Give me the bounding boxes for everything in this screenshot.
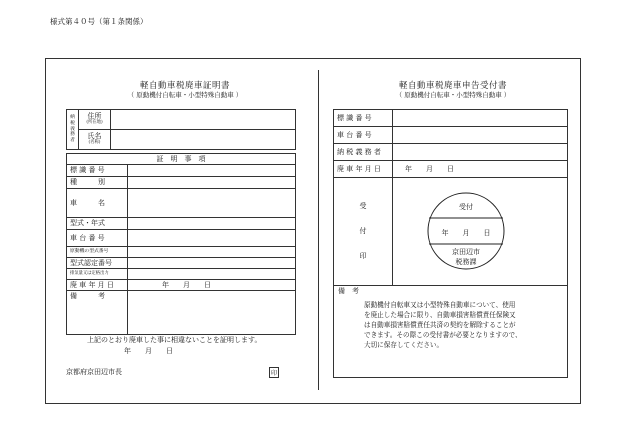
name-label: 氏名 [87,132,102,141]
row-label: 原動機の型式番号 [67,247,128,258]
certificate-subtitle: （ 原動機付自転車・小型特殊自動車 ） [127,91,243,99]
receipt-char: 受 [359,202,367,210]
name-value[interactable] [111,130,296,150]
address-label-cell [79,110,111,130]
row-label: 車 台 番 号 [334,127,393,144]
row-label: 廃 車 年 月 日 [334,161,393,178]
issuer-name: 京都府京田辺市長 [66,368,122,376]
row-label: 標 識 番 号 [67,165,128,177]
row-value[interactable] [128,291,296,335]
remarks-line: 原動機付自転車又は小型特殊自動車について、使用 [364,301,516,309]
row-value[interactable] [128,269,296,280]
row-label: 種 別 [67,177,128,189]
row-label: 車 台 番 号 [67,230,128,247]
remarks-label: 備 考 [338,287,359,295]
taxpayer-side-cell [67,110,79,150]
stamp-office-line1: 京田辺市 [452,247,480,256]
remarks-cell [334,286,568,378]
receipt-char: 印 [359,252,367,260]
certificate-items-table [66,153,296,335]
stamp-date-text: 年 月 日 [441,228,491,237]
row-value[interactable] [128,247,296,258]
receipt-stamp-label-cell [334,178,393,286]
receipt-stamp-cell [393,178,568,286]
form-number-label: 様式第４０号（第１条関係） [50,17,148,26]
row-label: 型式認定番号 [67,258,128,269]
receipt-items-table [333,109,568,378]
taxpayer-table [66,109,296,150]
row-value[interactable] [393,144,568,161]
stamp-top-text: 受付 [459,202,473,211]
row-value[interactable] [393,127,568,144]
row-label: 納 税 義 務 者 [334,144,393,161]
stamp-office-line2: 税務課 [455,257,477,266]
receipt-title: 軽自動車税廃車申告受付書 [398,81,507,91]
certify-statement: 上記のとおり廃車した事に相違ないことを証明します。 [87,336,262,344]
center-divider [318,70,319,390]
row-value[interactable]: 年 月 日 [393,161,568,178]
row-label: 型式・年式 [67,218,128,230]
row-label: 備 考 [67,291,128,335]
remarks-line: は自動車損害賠償責任共済の契約を解除することが [364,321,516,329]
row-value[interactable] [128,258,296,269]
certify-date: 年 月 日 [124,347,173,355]
remarks-line: を廃止した場合に限り、自動車損害賠償責任保険又 [364,311,516,319]
row-label: 車 名 [67,189,128,218]
row-value[interactable] [128,165,296,177]
receipt-char: 付 [359,227,367,235]
row-label: 標 識 番 号 [334,110,393,127]
section-header: 証 明 事 項 [67,154,296,165]
row-value[interactable] [128,230,296,247]
receipt-stamp [393,179,567,285]
row-label: 排気量又は定格出力 [67,269,128,280]
row-label: 廃 車 年 月 日 [67,280,128,291]
certificate-title: 軽自動車税廃車証明書 [139,81,230,91]
row-value[interactable] [128,189,296,218]
address-sublabel: (所在地) [86,120,103,126]
row-value[interactable]: 年 月 日 [128,280,296,291]
taxpayer-side-label: 納税義務者 [70,114,75,144]
address-value[interactable] [111,110,296,130]
seal-box: 印 [269,367,279,378]
address-label: 住所 [87,112,102,121]
name-sublabel: (名称) [88,140,101,146]
remarks-line: できます。その際この受付書が必要となりますので、 [364,331,522,339]
receipt-subtitle: （ 原動機付自転車・小型特殊自動車 ） [395,91,511,99]
name-label-cell [79,130,111,150]
remarks-text [338,300,563,350]
remarks-line: 大切に保存してください。 [364,341,444,349]
row-value[interactable] [128,218,296,230]
row-value[interactable] [128,177,296,189]
row-value[interactable] [393,110,568,127]
